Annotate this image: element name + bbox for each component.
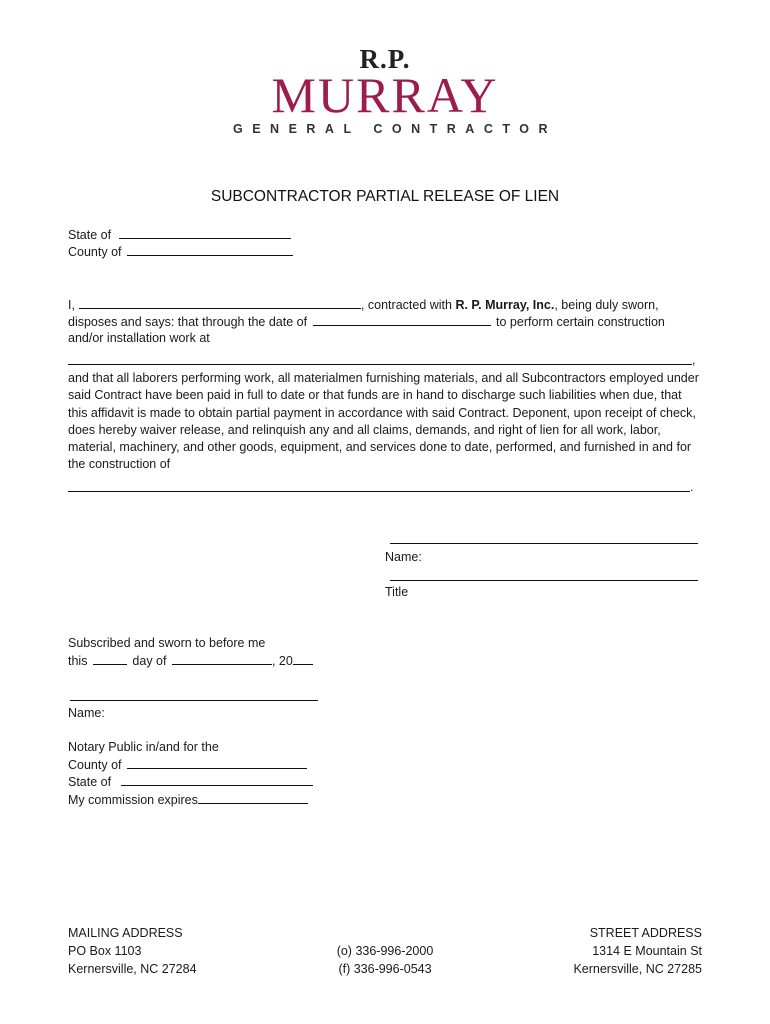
- signature-field[interactable]: [390, 543, 698, 544]
- notary-date-line: [68, 652, 313, 670]
- commission-line: [68, 791, 308, 809]
- notary-year-field[interactable]: [293, 652, 313, 665]
- project-location-field[interactable]: [68, 364, 692, 365]
- install-text: and/or installation work at: [68, 331, 210, 345]
- construction-project-field[interactable]: [68, 491, 690, 492]
- commission-expires-field[interactable]: [198, 791, 308, 804]
- state-label: State of: [68, 228, 112, 242]
- county-line: [68, 243, 293, 261]
- intro-line: [68, 296, 659, 314]
- signature-title-field[interactable]: [390, 580, 698, 581]
- street-title: STREET ADDRESS: [589, 926, 702, 940]
- logo-rp-text: R.P.: [359, 44, 411, 74]
- disposes-text: disposes and says: that through the date of: [68, 315, 308, 329]
- signature-name-label: Name:: [385, 550, 422, 564]
- street-line2: Kernersville, NC 27285: [573, 961, 702, 976]
- company-name: R. P. Murray, Inc.: [455, 298, 555, 312]
- phone-block: [285, 943, 485, 979]
- install-line: [68, 330, 210, 347]
- intro-contracted: , contracted with: [360, 298, 452, 312]
- notary-month-field[interactable]: [172, 652, 272, 665]
- mailing-line2: Kernersville, NC 27284: [68, 961, 197, 976]
- this-label: this: [68, 654, 88, 668]
- notary-county-line: [68, 756, 307, 774]
- notary-state-field[interactable]: [121, 773, 313, 786]
- notary-county-field[interactable]: [127, 756, 307, 769]
- notary-name-label: Name:: [68, 706, 105, 720]
- location-comma: ,: [692, 353, 696, 367]
- signature-title-label: Title: [385, 585, 409, 599]
- mailing-line1: PO Box 1103: [68, 943, 142, 958]
- day-of-label: day of: [132, 654, 167, 668]
- state-line: [68, 226, 291, 244]
- street-line1: 1314 E Mountain St: [592, 943, 702, 958]
- body-paragraph: and that all laborers performing work, all materialmen furnishing materials, and all Subcontractors employed under said Contract have been paid in full to date or that funds are in hand to discharge such liabilities when due, that this affidavit is made to obtain partial payment in accordance with said Contract. Deponent, upon receipt of check, does hereby waiver release, and relinquish any and all claims, demands, and right of lien for all work, labor, material, machinery, and other goods, equipment, and services done to date, performed, and furnished in and for the construction of: [68, 371, 699, 472]
- notary-public-label: Notary Public in/and for the: [68, 740, 219, 754]
- document-title: SUBCONTRACTOR PARTIAL RELEASE OF LIEN: [210, 188, 560, 205]
- street-address-block: [502, 925, 702, 978]
- phone-fax: (f) 336-996-0543: [338, 961, 432, 976]
- construction-period: .: [690, 480, 694, 494]
- notary-day-field[interactable]: [93, 652, 127, 665]
- intro-sworn: , being duly sworn,: [554, 298, 659, 312]
- sworn-line: Subscribed and sworn to before me: [68, 636, 266, 650]
- year-prefix: , 20: [271, 654, 293, 668]
- county-label: County of: [68, 245, 122, 259]
- notary-state-label: State of: [68, 775, 112, 789]
- through-date-field[interactable]: [313, 313, 491, 326]
- affiant-name-field[interactable]: [79, 296, 361, 309]
- mailing-address-block: [68, 925, 197, 978]
- phone-office: (o) 336-996-2000: [336, 944, 434, 958]
- commission-label: My commission expires: [68, 793, 198, 807]
- perform-text: to perform certain construction: [496, 315, 665, 329]
- notary-signature-field[interactable]: [70, 700, 318, 701]
- notary-state-line: [68, 773, 313, 791]
- intro-i: I,: [68, 298, 75, 312]
- mailing-title: MAILING ADDRESS: [68, 926, 183, 940]
- notary-county-label: County of: [68, 758, 122, 772]
- county-field[interactable]: [127, 243, 293, 256]
- disposes-line: [68, 313, 665, 331]
- state-field[interactable]: [119, 226, 291, 239]
- logo-murray-text: MURRAY: [271, 67, 499, 123]
- logo-subtitle: GENERAL CONTRACTOR: [232, 122, 557, 136]
